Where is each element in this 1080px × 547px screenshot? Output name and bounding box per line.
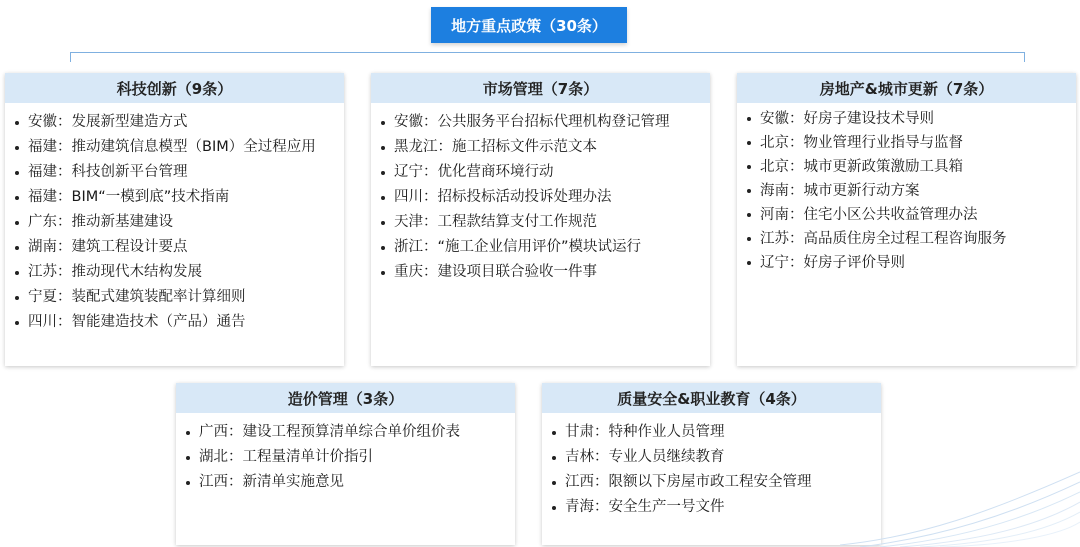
bullet-icon (747, 117, 751, 121)
bullet-icon (15, 221, 19, 225)
bullet-icon (381, 121, 385, 125)
list-item-text: 湖南：建筑工程设计要点 (28, 239, 188, 255)
bullet-icon (15, 321, 19, 325)
bullet-icon (381, 196, 385, 200)
list-item (381, 160, 710, 185)
list-item (15, 135, 344, 160)
bullet-icon (186, 481, 190, 485)
list-item (552, 470, 881, 495)
list-item (747, 251, 1076, 275)
list-item-text: 河南：住宅小区公共收益管理办法 (760, 207, 978, 223)
bullet-icon (747, 237, 751, 241)
list-item (381, 210, 710, 235)
list-item (747, 227, 1076, 251)
list-item-text: 福建：BIM“一模到底”技术指南 (28, 189, 230, 205)
panel-market-management (371, 73, 710, 366)
bullet-icon (15, 196, 19, 200)
list-item (15, 235, 344, 260)
list-item-text: 福建：科技创新平台管理 (28, 164, 188, 180)
panel-title: 科技创新（9条） (5, 73, 344, 103)
list-item (381, 235, 710, 260)
list-item (381, 135, 710, 160)
list-item (15, 210, 344, 235)
bullet-icon (381, 171, 385, 175)
list-item-text: 北京：城市更新政策激励工具箱 (760, 159, 963, 175)
list-item (552, 445, 881, 470)
list-item-text: 辽宁：好房子评价导则 (760, 255, 905, 271)
bullet-icon (381, 221, 385, 225)
bullet-icon (747, 165, 751, 169)
bullet-icon (747, 141, 751, 145)
list-item (552, 495, 881, 520)
bullet-icon (15, 171, 19, 175)
bullet-icon (15, 296, 19, 300)
list-item-text: 浙江：“施工企业信用评价”模块试运行 (394, 239, 642, 255)
list-item-text: 甘肃：特种作业人员管理 (565, 424, 725, 440)
list-item (381, 185, 710, 210)
list-item-text: 江苏：高品质住房全过程工程咨询服务 (760, 231, 1007, 247)
list-item (747, 179, 1076, 203)
panel-title: 造价管理（3条） (176, 383, 515, 413)
list-item-text: 黑龙江：施工招标文件示范文本 (394, 139, 597, 155)
connector-bracket (70, 52, 1025, 62)
list-item-text: 江苏：推动现代木结构发展 (28, 264, 202, 280)
decorative-wave-graphic (840, 467, 1080, 547)
bullet-icon (747, 261, 751, 265)
policy-list (371, 103, 710, 285)
list-item-text: 四川：招标投标活动投诉处理办法 (394, 189, 612, 205)
bullet-icon (552, 506, 556, 510)
panel-real-estate-urban-renewal (737, 73, 1076, 366)
list-item-text: 宁夏：装配式建筑装配率计算细则 (28, 289, 246, 305)
policy-list (542, 413, 881, 520)
list-item (15, 185, 344, 210)
bullet-icon (381, 246, 385, 250)
list-item-text: 青海：安全生产一号文件 (565, 499, 725, 515)
list-item (747, 203, 1076, 227)
root-title: 地方重点政策（30条） (431, 7, 627, 43)
policy-list (176, 413, 515, 495)
list-item-text: 重庆：建设项目联合验收一件事 (394, 264, 597, 280)
list-item-text: 湖北：工程量清单计价指引 (199, 449, 373, 465)
list-item-text: 北京：物业管理行业指导与监督 (760, 135, 963, 151)
list-item (15, 260, 344, 285)
bullet-icon (381, 271, 385, 275)
panel-title: 质量安全&职业教育（4条） (542, 383, 881, 413)
list-item-text: 广东：推动新基建建设 (28, 214, 173, 230)
bullet-icon (552, 456, 556, 460)
bullet-icon (15, 121, 19, 125)
list-item-text: 广西：建设工程预算清单综合单价组价表 (199, 424, 460, 440)
list-item-text: 江西：新清单实施意见 (199, 474, 344, 490)
list-item-text: 海南：城市更新行动方案 (760, 183, 920, 199)
list-item (15, 110, 344, 135)
list-item (381, 110, 710, 135)
list-item (186, 470, 515, 495)
bullet-icon (186, 456, 190, 460)
bullet-icon (381, 146, 385, 150)
list-item-text: 吉林：专业人员继续教育 (565, 449, 725, 465)
list-item (186, 420, 515, 445)
list-item (381, 260, 710, 285)
list-item (747, 155, 1076, 179)
policy-list (5, 103, 344, 335)
list-item-text: 安徽：发展新型建造方式 (28, 114, 188, 130)
list-item (186, 445, 515, 470)
list-item-text: 辽宁：优化营商环境行动 (394, 164, 554, 180)
list-item-text: 天津：工程款结算支付工作规范 (394, 214, 597, 230)
panel-cost-management (176, 383, 515, 545)
list-item-text: 四川：智能建造技术（产品）通告 (28, 314, 246, 330)
bullet-icon (552, 431, 556, 435)
list-item-text: 安徽：公共服务平台招标代理机构登记管理 (394, 114, 670, 130)
bullet-icon (552, 481, 556, 485)
bullet-icon (15, 146, 19, 150)
panel-title: 市场管理（7条） (371, 73, 710, 103)
bullet-icon (747, 189, 751, 193)
bullet-icon (747, 213, 751, 217)
panel-title: 房地产&城市更新（7条） (737, 73, 1076, 103)
list-item (552, 420, 881, 445)
list-item (15, 160, 344, 185)
list-item (15, 285, 344, 310)
bullet-icon (15, 271, 19, 275)
panel-tech-innovation (5, 73, 344, 366)
panel-quality-safety-education (542, 383, 881, 545)
bullet-icon (186, 431, 190, 435)
bullet-icon (15, 246, 19, 250)
policy-list (737, 103, 1076, 275)
list-item (747, 131, 1076, 155)
list-item-text: 安徽：好房子建设技术导则 (760, 111, 934, 127)
list-item (747, 107, 1076, 131)
list-item-text: 江西：限额以下房屋市政工程安全管理 (565, 474, 812, 490)
list-item-text: 福建：推动建筑信息模型（BIM）全过程应用 (28, 139, 316, 155)
list-item (15, 310, 344, 335)
